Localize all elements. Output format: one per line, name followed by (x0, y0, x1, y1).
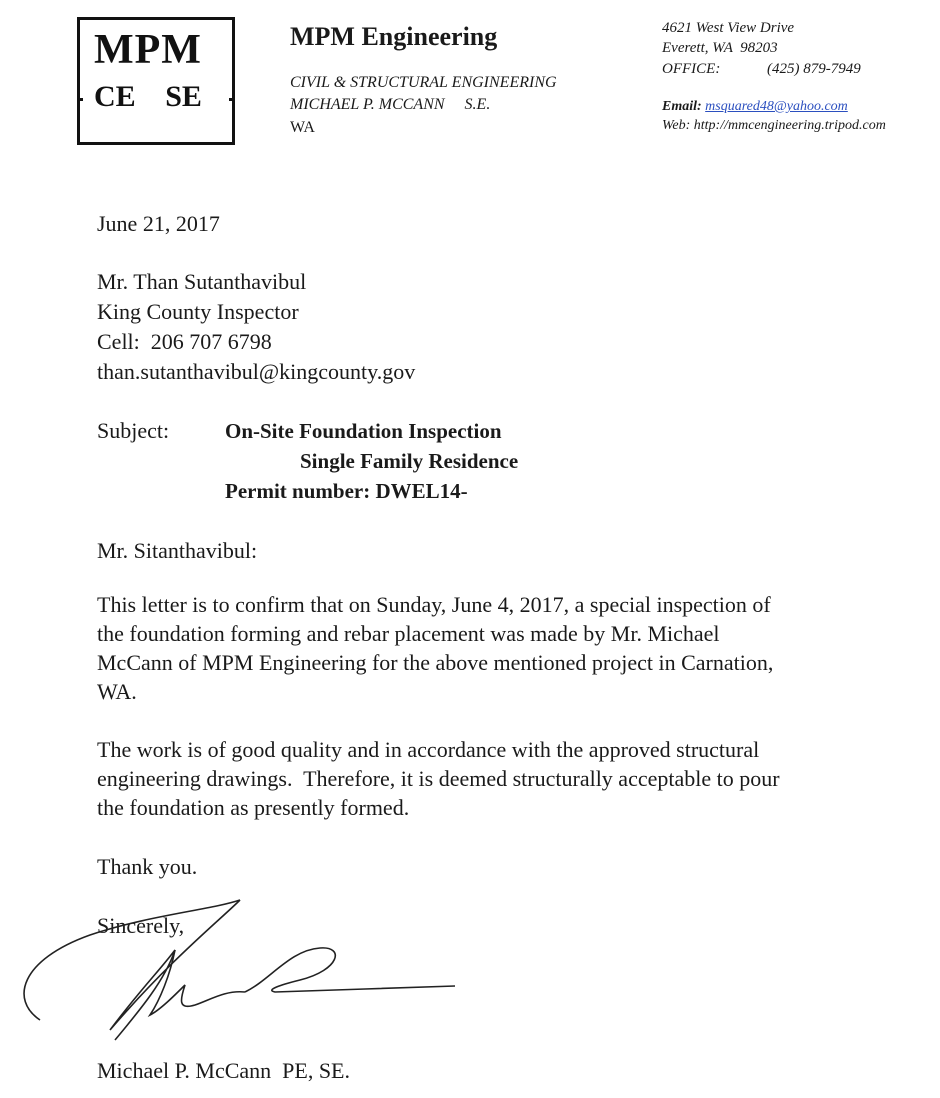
thank-you: Thank you. (97, 854, 198, 879)
subject-line-2: Single Family Residence (300, 449, 519, 473)
paragraph-2-line: the foundation as presently formed. (97, 795, 410, 820)
web-row (662, 118, 886, 134)
subject-line-3: Permit number: DWEL14- (225, 479, 468, 503)
paragraph-1-line: McCann of MPM Engineering for the above mentioned project in Carnation, (97, 650, 774, 675)
signature (0, 880, 480, 1050)
logo-se: SE (165, 80, 202, 113)
email-label: Email: (662, 99, 702, 114)
recipient-email: than.sutanthavibul@kingcounty.gov (97, 359, 416, 384)
recipient-cell: Cell: 206 707 6798 (97, 329, 272, 354)
office-label: OFFICE: (662, 61, 721, 77)
paragraph-1 (97, 590, 877, 706)
paragraph-1-line: the foundation forming and rebar placement was made by Mr. Michael (97, 621, 720, 646)
web-url[interactable]: http://mmcengineering.tripod.com (693, 118, 886, 133)
subject-label: Subject: (97, 418, 170, 443)
recipient-name: Mr. Than Sutanthavibul (97, 269, 307, 294)
letter-date: June 21, 2017 (97, 211, 220, 236)
signature-stroke (110, 900, 240, 1040)
logo-tick-right (229, 98, 235, 101)
logo-mpm-text: MPM (94, 27, 202, 73)
company-tagline: CIVIL & STRUCTURAL ENGINEERING (290, 74, 557, 91)
paragraph-2 (97, 735, 877, 822)
paragraph-1-line: WA. (97, 679, 137, 704)
closing: Sincerely, (97, 913, 185, 938)
address-line-1: 4621 West View Drive (662, 20, 795, 36)
paragraph-2-line: The work is of good quality and in accordance with the approved structural (97, 737, 760, 762)
logo-ce-se-text (94, 80, 202, 114)
company-state: WA (290, 119, 315, 136)
address-line-2: Everett, WA 98203 (662, 40, 778, 56)
company-name: MPM Engineering (290, 22, 498, 51)
email-link[interactable]: msquared48@yahoo.com (705, 99, 848, 114)
signer-name: Michael P. McCann PE, SE. (97, 1058, 350, 1083)
recipient-title: King County Inspector (97, 299, 299, 324)
web-label: Web: (662, 118, 691, 133)
company-principal: MICHAEL P. MCCANN S.E. (290, 96, 491, 113)
signature-stroke (245, 948, 455, 992)
logo-ce: CE (94, 80, 136, 113)
paragraph-1-line: This letter is to confirm that on Sunday, June 4, 2017, a special inspection of (97, 592, 771, 617)
office-phone: (425) 879-7949 (767, 61, 861, 77)
salutation: Mr. Sitanthavibul: (97, 538, 258, 563)
signature-stroke (150, 950, 245, 1015)
paragraph-2-line: engineering drawings. Therefore, it is deemed structurally acceptable to pour (97, 766, 780, 791)
email-row (662, 99, 848, 115)
company-logo (77, 17, 235, 145)
logo-tick-left (77, 98, 83, 101)
office-phone-row (662, 61, 902, 78)
subject-line-1: On-Site Foundation Inspection (225, 419, 502, 443)
